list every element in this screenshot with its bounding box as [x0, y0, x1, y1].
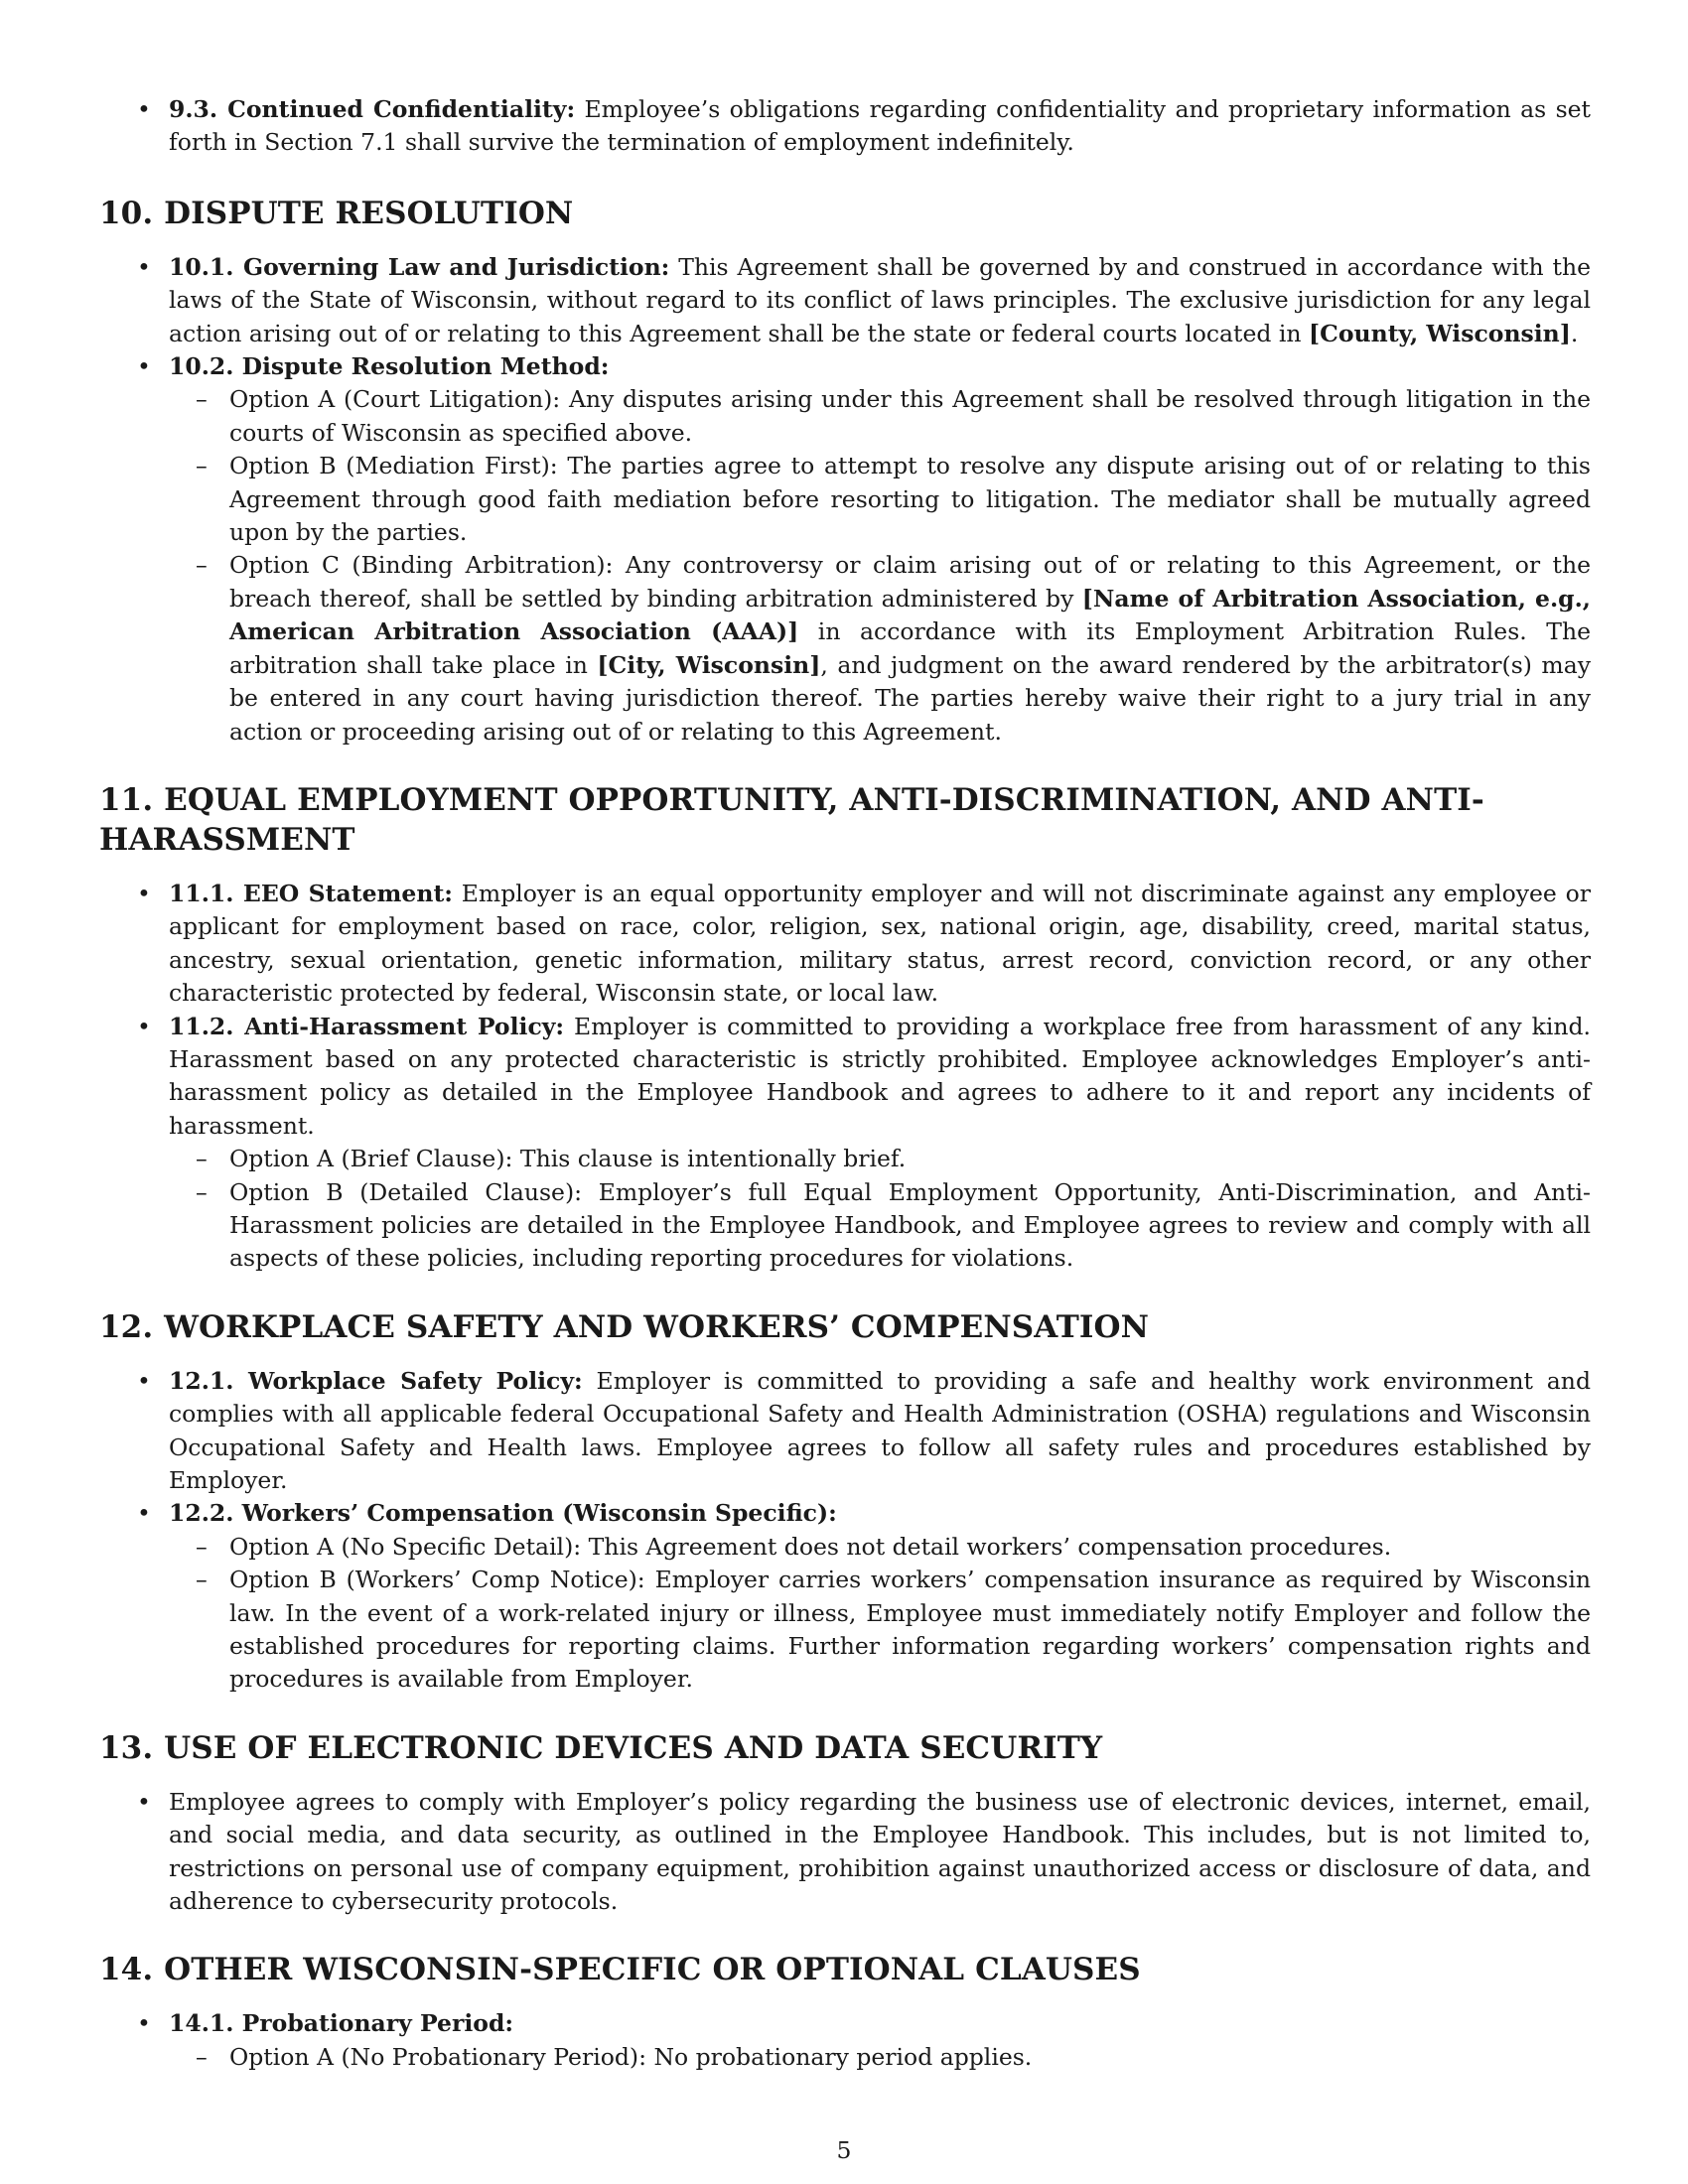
clause-9-3 — [99, 93, 1591, 160]
clause-13: • Employee agrees to comply with Employer’s policy regarding the business use of electronic devices, internet, email, and social media, and data security, as outlined in the Employee Handbook. This includes, but is not limited to, restrictions on personal use of company equipment, prohibition against unauthorized access or disclosure of data, and adherence to cybersecurity protocols. — [99, 1786, 1591, 1919]
clause-text: Employer is committed to providing a workplace free from harassment of any kind. Harassment based on any protected characteristic is strictly prohibited. Employee acknowledges Employer’s anti-harassment policy as detailed in the Employee Handbook and agrees to adhere to it and report any incidents of harassment. — [169, 1012, 1591, 1140]
section-14-items — [99, 2007, 1591, 2074]
clause-label: 11.2. Anti-Harassment Policy: — [169, 1012, 565, 1040]
section-12-items — [99, 1365, 1591, 1697]
clause-text-end: . — [1570, 319, 1579, 347]
clause-label: 12.2. Workers’ Compensation (Wisconsin Specific): — [169, 1499, 837, 1528]
clause-text: Employer is committed to providing a safe and healthy work environment and complies with all applicable federal Occupational Safety and Health Administration (OSHA) regulations and Wisconsin Occupational Safety and Health laws. Employee agrees to follow all safety rules and procedures established by Employer. — [169, 1366, 1591, 1494]
clause-11-2-options — [169, 1143, 1591, 1276]
section-10-heading: 10. DISPUTE RESOLUTION — [99, 195, 574, 231]
option-b: – Option B (Detailed Clause): Employer’s full Equal Employment Opportunity, Anti-Discrimination, and Anti-Harassment policies are detailed in the Employee Handbook, and Employee agrees to review and comply with all aspects of these policies, including reporting procedures for violations. — [169, 1176, 1591, 1276]
clause-label: 10.2. Dispute Resolution Method: — [169, 352, 610, 381]
clause-12-2-options — [169, 1531, 1591, 1697]
clause-12-2 — [99, 1497, 1591, 1696]
clause-label: 10.1. Governing Law and Jurisdiction: — [169, 252, 670, 281]
option-b: – Option B (Mediation First): The parties agree to attempt to resolve any dispute arising out of or relating to this Agreement through good faith mediation before resorting to litigation. The mediator shall be mutually agreed upon by the parties. — [169, 450, 1591, 549]
clause-label: 11.1. EEO Statement: — [169, 879, 453, 907]
option-c — [169, 549, 1591, 748]
option-c-text-1: Option C (Binding Arbitration): Any controversy or claim arising out of or relating to this Agreement, or the breach thereof, shall be settled by binding arbitration administered by — [229, 551, 1591, 613]
clause-12-1 — [99, 1365, 1591, 1498]
page-number: 5 — [836, 2136, 852, 2164]
section-11-heading: 11. EQUAL EMPLOYMENT OPPORTUNITY, ANTI-DISCRIMINATION, AND ANTI-HARASSMENT — [99, 781, 1484, 858]
option-a: – Option A (No Probationary Period): No probationary period applies. — [169, 2041, 1591, 2074]
clause-label: 12.1. Workplace Safety Policy: — [169, 1366, 583, 1395]
option-c-text-2: in accordance with its Employment Arbitration Rules. The arbitration shall take place in — [229, 617, 1592, 679]
section-13-heading: 13. USE OF ELECTRONIC DEVICES AND DATA SECURITY — [99, 1729, 1103, 1766]
section-9-items — [99, 93, 1591, 160]
option-a: – Option A (Court Litigation): Any disputes arising under this Agreement shall be resolved through litigation in the courts of Wisconsin as specified above. — [169, 383, 1591, 450]
section-11-items — [99, 878, 1591, 1276]
option-b: – Option B (Workers’ Comp Notice): Employer carries workers’ compensation insurance as required by Wisconsin law. In the event of a work-related injury or illness, Employee must immediately notify Employer and follow the established procedures for reporting claims. Further information regarding workers’ compensation rights and procedures is available from Employer. — [169, 1564, 1591, 1697]
clause-label: 9.3. Continued Confidentiality: — [169, 95, 576, 123]
placeholder-county: [County, Wisconsin] — [1309, 319, 1571, 347]
clause-text: Employee’s obligations regarding confidentiality and proprietary information as set forth in Section 7.1 shall survive the termination of employment indefinitely. — [169, 95, 1591, 157]
clause-text: This Agreement shall be governed by and construed in accordance with the laws of the State of Wisconsin, without regard to its conflict of laws principles. The exclusive jurisdiction for any legal action arising out of or relating to this Agreement shall be the state or federal courts located in — [169, 252, 1591, 347]
section-12-heading: 12. WORKPLACE SAFETY AND WORKERS’ COMPENSATION — [99, 1308, 1150, 1345]
section-10-items — [99, 251, 1591, 749]
option-a: – Option A (Brief Clause): This clause is intentionally brief. — [169, 1143, 1591, 1175]
placeholder-arbitration-association: [Name of Arbitration Association, e.g., American Arbitration Association (AAA)] — [229, 584, 1591, 646]
option-c-text-3: , and judgment on the award rendered by the arbitrator(s) may be entered in any court having jurisdiction thereof. The parties hereby waive their right to a jury trial in any action or proceeding arising out of or relating to this Agreement. — [229, 650, 1591, 746]
clause-10-1 — [99, 251, 1591, 350]
option-a: – Option A (No Specific Detail): This Agreement does not detail workers’ compensation procedures. — [169, 1531, 1591, 1564]
clause-14-1-options — [169, 2041, 1591, 2074]
clause-11-1 — [99, 878, 1591, 1011]
document-page — [99, 93, 1591, 2074]
clause-14-1 — [99, 2007, 1591, 2074]
clause-text: Employer is an equal opportunity employer and will not discriminate against any employee or applicant for employment based on race, color, religion, sex, national origin, age, disability, creed, marital status, ancestry, sexual orientation, genetic information, military status, arrest record, conviction record, or any other characteristic protected by federal, Wisconsin state, or local law. — [169, 879, 1591, 1008]
placeholder-city: [City, Wisconsin] — [597, 650, 821, 679]
clause-11-2 — [99, 1011, 1591, 1276]
section-13-items — [99, 1786, 1591, 1919]
section-14-heading: 14. OTHER WISCONSIN-SPECIFIC OR OPTIONAL CLAUSES — [99, 1952, 1141, 1988]
clause-label: 14.1. Probationary Period: — [169, 2009, 514, 2038]
clause-10-2 — [99, 350, 1591, 749]
clause-10-2-options — [169, 383, 1591, 748]
